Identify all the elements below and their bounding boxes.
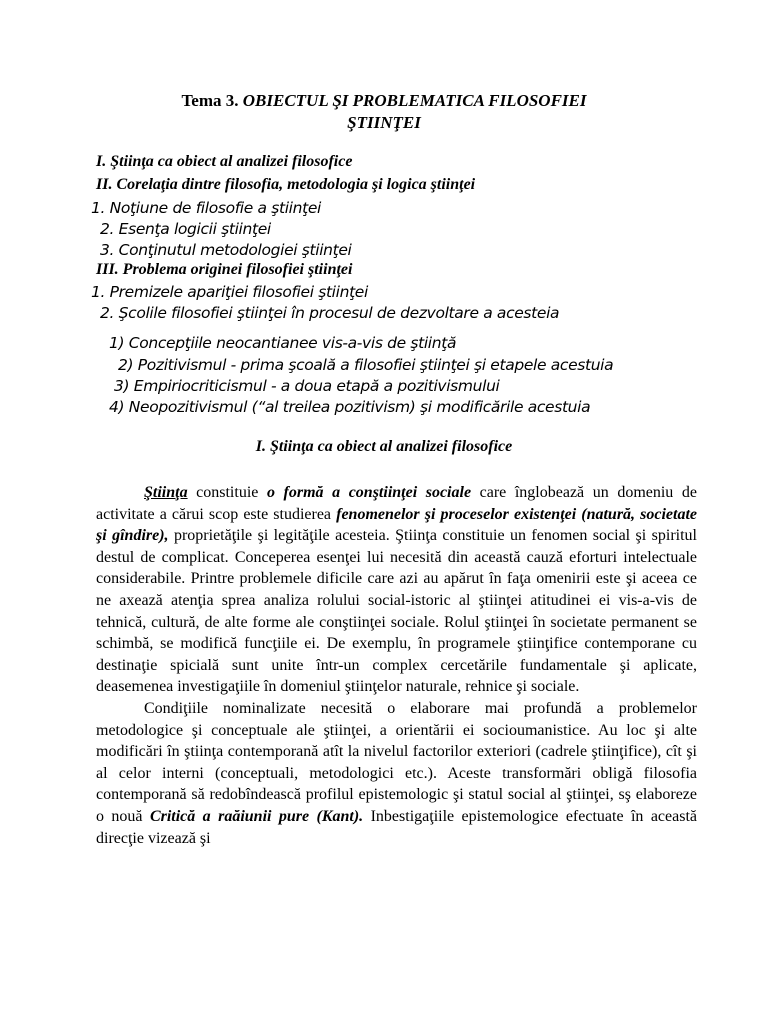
paragraph-1-text-c: proprietăţile şi legităţile acesteia. Ştiinţa constituie un fenomen social şi spiritul destul de complicat. Conceperea esenţei lui necesită din această cauză eforturi intelectuale considerabile. Printre problemele dificile care azi au apărut în faţa omenirii este şi aceea ce ne axează atenţia spreа analiza rolului social-istoric al ştiinţei atitudinei ei vis-a-vis de tehnică, cultură, de alte forme ale conştiinţei sociale. Rolul ştiinţei în societate permanent se schimbă, se modifică funcţiile ei. De exemplu, în programele ştiinţifice contemporane cu destinaţie spicială sunt unite într-un complex cercetările fundamentale şi aplicate, deasemenea investigaţiile în domeniul ştiinţelor naturale, rehnice şi sociale. <box>96 527 697 696</box>
outline-section-1: I. Ştiinţa ca obiect al analizei filosofice <box>96 153 353 170</box>
paragraph-1-emphasis-b: fenomenelor şi proceselor existenţei (natură, societate şi gîndire), <box>96 505 697 545</box>
paragraph-1 <box>96 482 697 698</box>
outline-subitem-4: 4) Neopozitivismul (“al treilea pozitivism) şi modificările acestuia <box>109 398 591 416</box>
paragraph-1-text-b: care înglobează un domeniu de activitate a cărui scop este studierea <box>96 484 697 523</box>
outline-item-2-1: 1. Noţiune de filosofie a ştiinţei <box>91 199 321 217</box>
outline-item-2-2: 2. Esenţa logicii ştiinţei <box>100 220 271 238</box>
outline-item-3-2: 2. Şcolile filosofiei ştiinţei în procesul de dezvoltare a acesteia <box>100 304 560 322</box>
page-title <box>96 90 672 134</box>
outline-subitem-3: 3) Empiriocriticismul - a doua etapă a pozitivismului <box>114 377 500 395</box>
outline-section-2: II. Corelaţia dintre filosofia, metodologia şi logica ştiinţei <box>96 176 476 193</box>
title-italic-line2: ŞTIINŢEI <box>347 113 421 132</box>
paragraph-1-text-a: constituie <box>187 484 267 501</box>
title-prefix: Tema 3. <box>181 91 243 110</box>
term-stiinta: Ştiinţa <box>144 484 188 501</box>
outline-item-2-3: 3. Conţinutul metodologiei ştiinţei <box>100 241 352 259</box>
outline-subitem-2: 2) Pozitivismul - prima şcoală a filosofiei ştiinţei şi etapele acestuia <box>118 356 614 374</box>
body-text <box>96 482 697 849</box>
title-italic-line1: OBIECTUL ŞI PROBLEMATICA FILOSOFIEI <box>242 91 587 110</box>
paragraph-2 <box>96 698 697 849</box>
paragraph-2-text-b: Inbestigaţiile epistemologice efectuate în această direcţie vizează şi <box>96 807 697 847</box>
outline-item-3-1: 1. Premizele apariţiei filosofiei ştiinţei <box>91 283 368 301</box>
paragraph-2-text-a: Condiţiile nominalizate necesită o elaborare mai profundă a problemelor metodologice şi conceptuale ale ştiinţei, a orientării ei socioumanistice. Au loc şi alte modificări în ştiinţa contemporană atît la nivelul factorilor exteriori (cadrele ştiinţifice), cît şi al celor interni (conceptuali, metodologici etc.). Aceste transformări obligă filosofia contemporană să redobîndească profilul epistemologic şi statul social al ştiinţei, sş elaboreze o nouă <box>96 699 697 825</box>
section-heading: I. Ştiinţa ca obiect al analizei filosofice <box>255 438 513 455</box>
outline-subitem-1: 1) Concepţiile neocantianee vis-a-vis de ştiinţă <box>109 334 457 352</box>
paragraph-1-emphasis-a: o formă a conştiinţei sociale <box>266 484 472 501</box>
outline-section-3: III. Problema originei filosofiei ştiinţei <box>96 261 353 278</box>
paragraph-2-emphasis: Critică a raăiunii pure (Kant). <box>149 807 364 825</box>
